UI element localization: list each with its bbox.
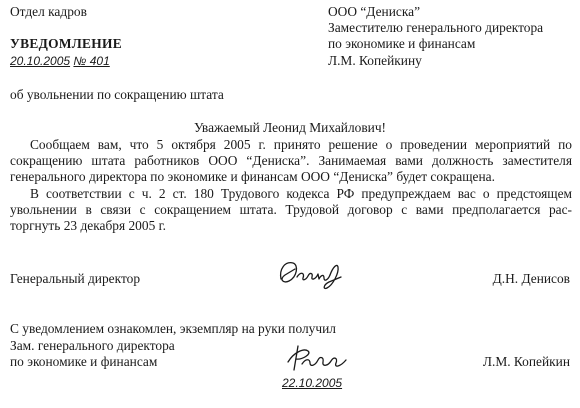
ack-title-line1: Зам. генерального директора <box>10 338 175 353</box>
ack-date: 22.10.2005 <box>282 376 343 390</box>
director-signature <box>275 255 355 293</box>
paragraph-line: Сообщаем вам, что 5 октября 2005 г. принято решение о проведении мероприятий по <box>30 137 572 152</box>
document-type: УВЕДОМЛЕНИЕ <box>10 36 122 51</box>
recipient-line2: по экономике и финансам <box>328 36 476 51</box>
sender-department: Отдел кадров <box>10 4 87 19</box>
paragraph-line: торгнуть 23 декабря 2005 г. <box>10 218 166 233</box>
director-name: Д.Н. Денисов <box>492 271 570 286</box>
paragraph-line: сокращению штата работников ООО “Дениска”. Занимаемая вами должность заместителя <box>10 153 572 168</box>
acknowledgement-line: С уведомлением ознакомлен, экземпляр на руки получил <box>10 321 336 336</box>
paragraph-line: увольнении в связи с сокращением штата. Трудовой договор с вами предполагается рас- <box>10 202 572 217</box>
paragraph-line: В соответствии с ч. 2 ст. 180 Трудового кодекса РФ предупреждаем вас о предстоящем <box>30 186 572 201</box>
document-date: 20.10.2005 <box>10 54 71 68</box>
ack-name: Л.М. Копейкин <box>482 354 570 369</box>
document-number: № 401 <box>73 54 110 68</box>
paragraph-line: генерального директора по экономике и финансам ООО “Дениска” будет сокращена. <box>10 169 495 184</box>
director-title: Генеральный директор <box>10 271 141 286</box>
employee-signature <box>284 342 354 376</box>
salutation: Уважаемый Леонид Михайлович! <box>193 120 387 135</box>
body-paragraph-1 <box>10 137 572 185</box>
recipient-name: Л.М. Копейкину <box>328 53 422 68</box>
ack-title-line2: по экономике и финансам <box>10 354 158 369</box>
recipient-line1: Заместителю генерального директора <box>328 20 544 35</box>
recipient-org: ООО “Дениска” <box>328 4 421 19</box>
body-paragraph-2 <box>10 186 572 234</box>
subject-line: об увольнении по сокращению штата <box>10 87 224 102</box>
document-date-number <box>10 53 110 69</box>
